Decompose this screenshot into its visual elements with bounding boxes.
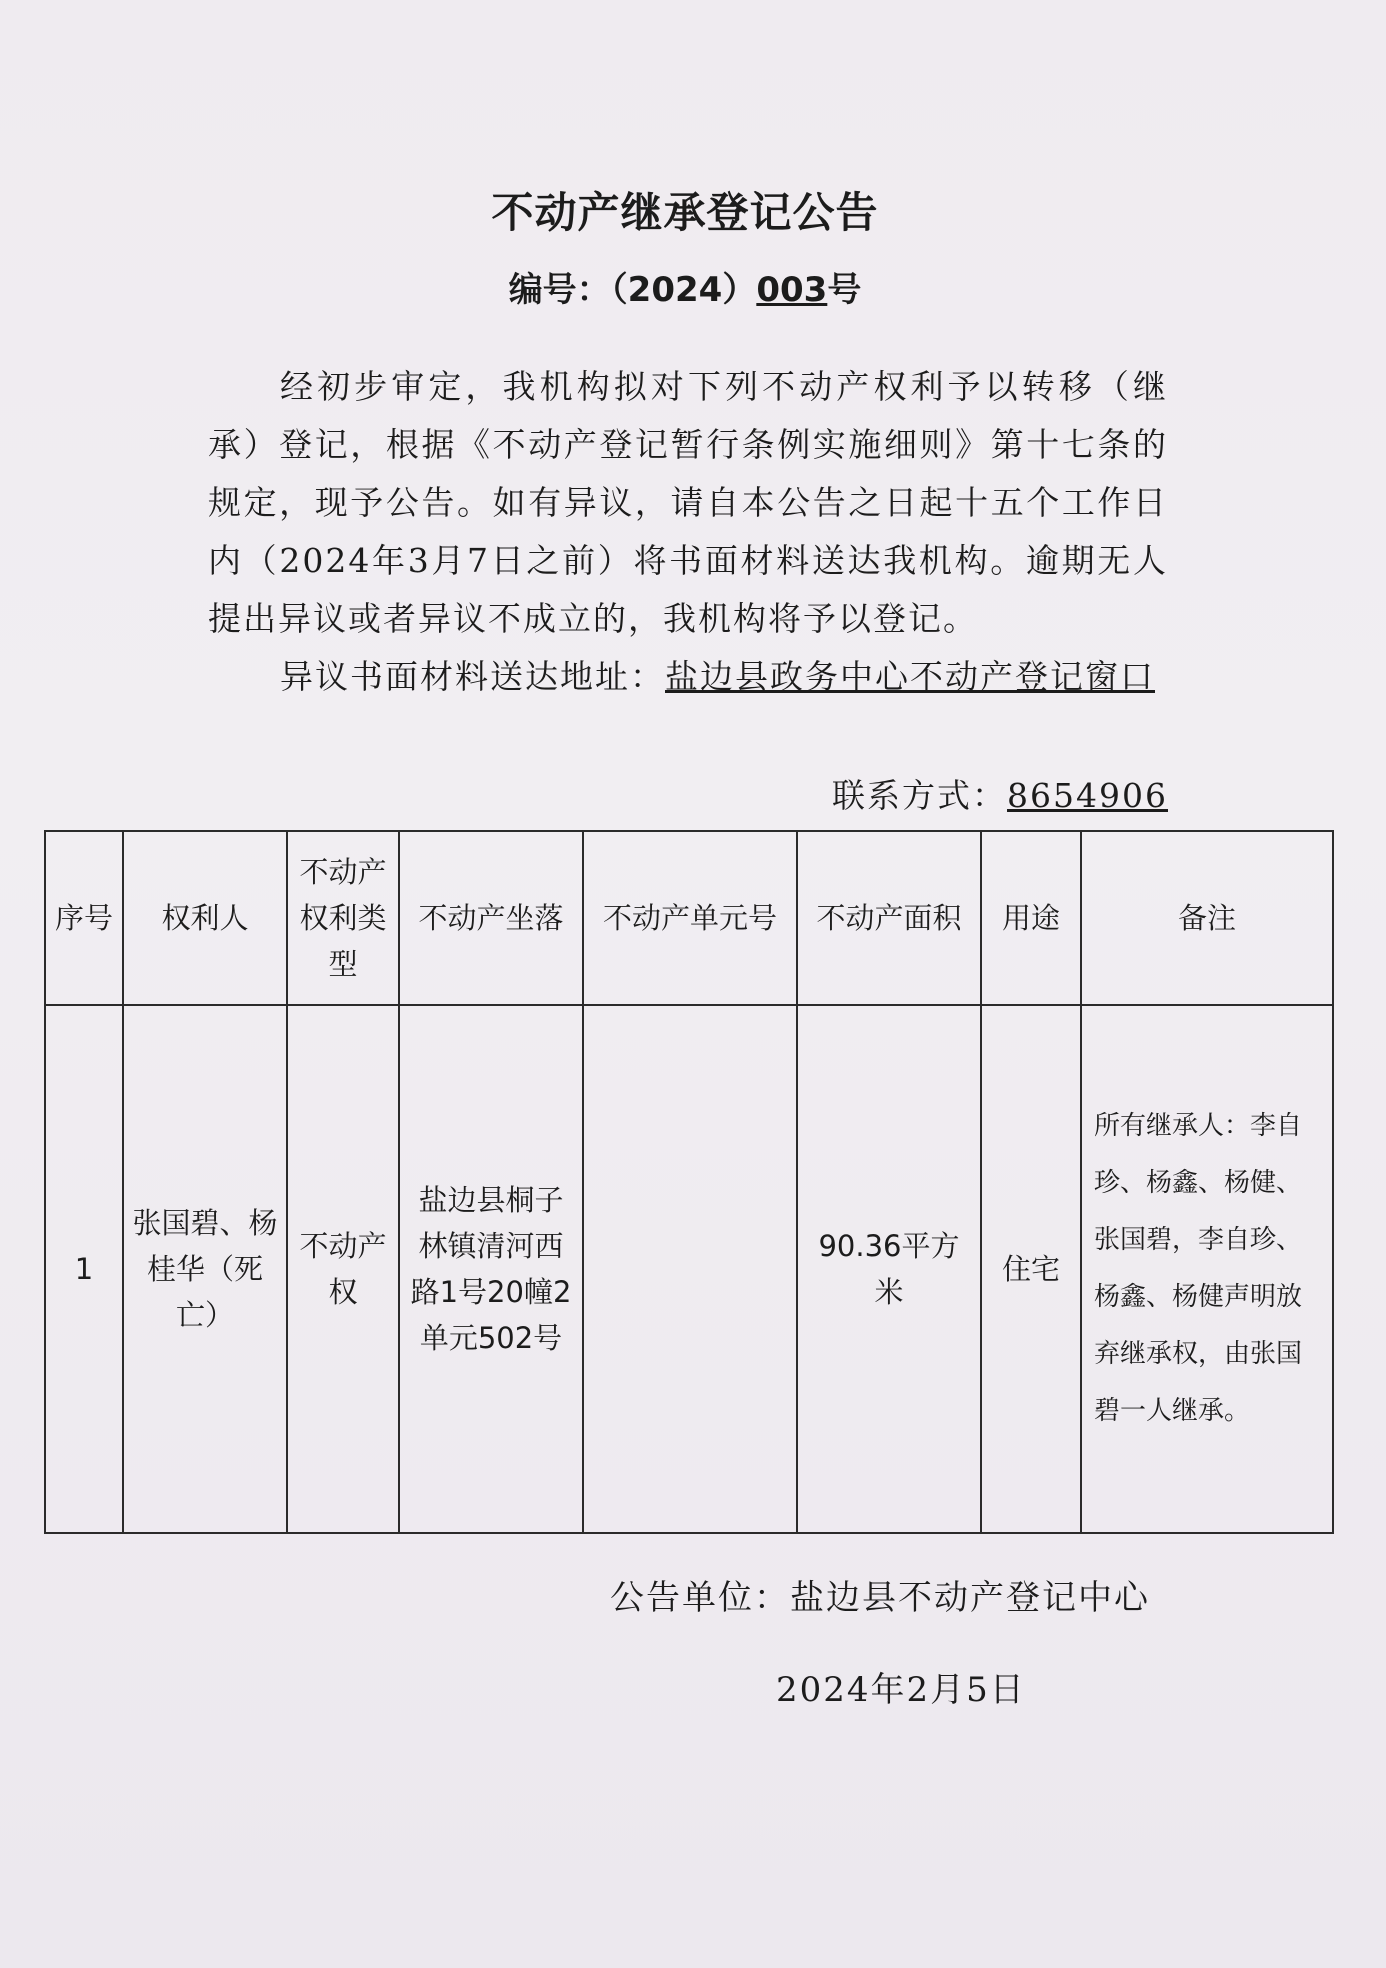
contact-label: 联系方式：	[832, 776, 1008, 815]
header-area: 不动产面积	[797, 831, 981, 1005]
registration-table	[44, 830, 1334, 1534]
header-usage: 用途	[981, 831, 1081, 1005]
notice-title: 不动产继承登记公告	[491, 188, 879, 237]
header-remark: 备注	[1081, 831, 1333, 1005]
notice-number	[0, 262, 1370, 311]
notice-number-suffix: 号	[827, 270, 862, 310]
notice-paragraph: 经初步审定，我机构拟对下列不动产权利予以转移（继承）登记，根据《不动产登记暂行条例实施细则》第十七条的规定，现予公告。如有异议，请自本公告之日起十五个工作日内（2024年3月7日之前）将书面材料送达我机构。逾期无人提出异议或者异议不成立的，我机构将予以登记。	[208, 367, 1168, 638]
cell-unit-no	[583, 1005, 797, 1533]
contact-info	[832, 770, 1168, 817]
header-unit-no: 不动产单元号	[583, 831, 797, 1005]
header-right-type: 不动产权利类型	[287, 831, 399, 1005]
cell-usage: 住宅	[981, 1005, 1081, 1533]
cell-location: 盐边县桐子林镇清河西路1号20幢2单元502号	[399, 1005, 583, 1533]
cell-index: 1	[45, 1005, 123, 1533]
header-index: 序号	[45, 831, 123, 1005]
header-holder: 权利人	[123, 831, 287, 1005]
cell-area: 90.36平方米	[797, 1005, 981, 1533]
issue-date: 2024年2月5日	[776, 1670, 1026, 1710]
address-value: 盐边县政务中心不动产登记窗口	[665, 657, 1155, 696]
issuing-unit: 公告单位：盐边县不动产登记中心	[610, 1578, 1150, 1618]
header-location: 不动产坐落	[399, 831, 583, 1005]
notice-number-prefix: 编号：（2024）	[508, 270, 757, 310]
table-header-row	[45, 831, 1333, 1005]
address-label: 异议书面材料送达地址：	[280, 657, 665, 696]
notice-number-value: 003	[756, 270, 828, 310]
table-row	[45, 1005, 1333, 1533]
cell-right-type: 不动产权	[287, 1005, 399, 1533]
contact-value: 8654906	[1007, 776, 1168, 815]
cell-remark: 所有继承人：李自珍、杨鑫、杨健、张国碧，李自珍、杨鑫、杨健声明放弃继承权，由张国碧一人继承。	[1081, 1005, 1333, 1533]
objection-address	[208, 648, 1168, 706]
cell-holder: 张国碧、杨桂华（死亡）	[123, 1005, 287, 1533]
notice-body	[208, 358, 1168, 706]
